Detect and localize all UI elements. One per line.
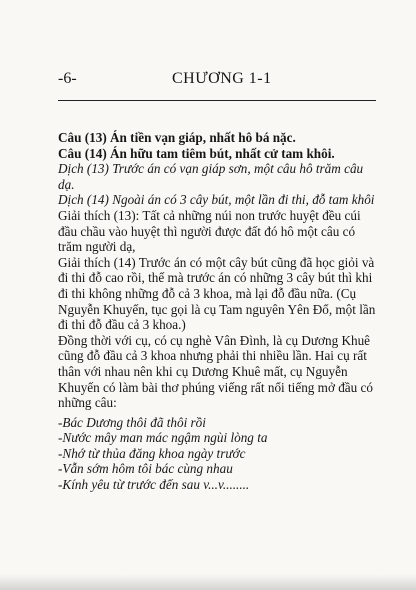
poem-line: -Vẫn sớm hôm tôi bác cùng nhau <box>58 461 233 477</box>
chapter-title: CHƯƠNG 1-1 <box>172 70 272 87</box>
poem-line: -Nhớ từ thủa đăng khoa ngày trước <box>58 445 246 461</box>
translation-13: Dịch (13) Trước án có vạn giáp sơn, một câu hô trăm câu dạ. <box>58 161 364 192</box>
poem-line: -Nước mây man mác ngậm ngùi lòng ta <box>58 430 268 446</box>
page-edge-shadow <box>0 574 416 590</box>
poem-line: -Kính yêu từ trước đến sau v...v........ <box>58 477 250 493</box>
page-body <box>58 130 376 493</box>
poem-line: -Bác Dương thôi đã thôi rồi <box>58 414 206 430</box>
translation-14: Dịch (14) Ngoài án có 3 cây bút, một lần đi thi, đỗ tam khôi <box>58 192 375 208</box>
story-paragraph: Đồng thời với cụ, có cụ nghè Vân Đình, là cụ Dương Khuê cũng đỗ đầu cả 3 khoa nhưng phải thi nhiều lần. Hai cụ rất thân với nhau nên khi cụ Dương Khuê mất, cụ Nguyễn Khuyến có làm bài thơ phúng viếng rất nổi tiếng mở đầu có những câu: <box>58 332 373 411</box>
verse-13 <box>58 130 376 146</box>
verse-13-label: Câu (13) <box>58 130 107 145</box>
verse-13-text: Án tiền vạn giáp, nhất hô bá nặc. <box>110 130 296 145</box>
header-divider <box>58 100 376 101</box>
verse-14-text: Án hữu tam tiêm bút, nhất cử tam khôi. <box>110 145 335 161</box>
explanation-13: Giải thích (13): Tất cả những núi non trước huyệt đều cúi đầu chầu vào huyệt thì người được đất đó hô một câu có trăm người dạ, <box>58 207 361 255</box>
verse-14-label: Câu (14) <box>58 145 107 161</box>
poem <box>58 415 376 493</box>
page-number: -6- <box>58 70 77 87</box>
explanation-14: Giải thích (14) Trước án có một cây bút cũng đã học giỏi và đi thi đỗ cao rồi, thế mà trước án có những 3 cây bút thì khi đi thi không những đỗ cả 3 khoa, mà lại đỗ đầu nữa. (Cụ Nguyễn Khuyến, tục gọi là cụ Tam nguyên Yên Đổ, một lần đi thi đỗ đầu cả 3 khoa.) <box>58 254 376 333</box>
page-header <box>58 70 376 94</box>
verse-14 <box>58 146 376 162</box>
